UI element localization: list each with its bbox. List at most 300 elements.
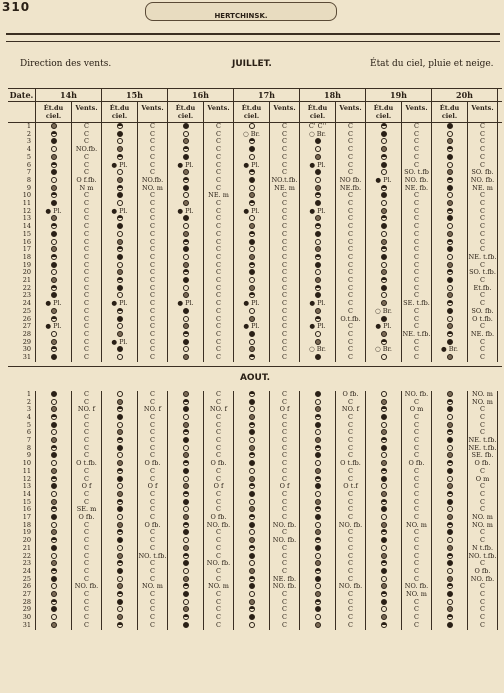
sky-symbol-icon <box>381 339 387 345</box>
sky-symbol-icon <box>183 599 189 605</box>
sky-symbol-icon <box>117 614 123 620</box>
sky-symbol-icon <box>249 123 255 129</box>
sky-cell <box>234 223 269 231</box>
sky-symbol-icon <box>249 246 255 252</box>
sky-symbol-icon <box>381 414 387 420</box>
sky-symbol-icon <box>51 445 57 451</box>
month-title-august: AOUT. <box>239 372 271 383</box>
sky-cell <box>102 123 137 131</box>
sky-cell <box>36 553 71 561</box>
sky-cell <box>168 399 203 407</box>
sky-symbol-icon <box>447 215 453 221</box>
sky-cell <box>36 429 71 437</box>
sky-symbol-icon <box>117 476 123 482</box>
sky-cell <box>102 269 137 277</box>
sky-cell <box>300 553 335 561</box>
sky-cell <box>432 583 467 591</box>
sky-cell <box>168 460 203 468</box>
sky-symbol-icon <box>183 591 189 597</box>
sky-cell <box>36 560 71 568</box>
sky-cell <box>366 138 401 146</box>
sky-cell <box>234 239 269 247</box>
sky-symbol-icon <box>315 154 321 160</box>
sky-symbol-icon <box>51 622 57 628</box>
sky-cell <box>102 246 137 254</box>
sky-symbol-icon <box>249 606 255 612</box>
sky-cell <box>36 599 71 607</box>
date-header: Date. <box>8 89 36 101</box>
sky-symbol-icon <box>315 560 321 566</box>
sky-symbol-icon <box>447 208 453 214</box>
sky-symbol-icon <box>117 331 123 337</box>
sky-cell <box>366 499 401 507</box>
sky-cell: ● Pl. <box>375 175 392 184</box>
sky-symbol-icon <box>315 506 321 512</box>
sky-symbol-icon <box>51 522 57 528</box>
sky-cell <box>366 576 401 584</box>
sky-cell <box>366 476 401 484</box>
sky-cell <box>36 346 71 354</box>
sky-cell <box>432 514 467 522</box>
sky-cell <box>168 277 203 285</box>
sky-symbol-icon <box>249 391 255 397</box>
sky-col-header: Ét.du ciel. <box>366 102 402 122</box>
sky-symbol-icon <box>381 622 387 628</box>
sky-symbol-icon <box>447 491 453 497</box>
sky-cell <box>36 406 71 414</box>
sky-cell <box>36 445 71 453</box>
sky-symbol-icon <box>183 452 189 458</box>
sky-cell <box>432 215 467 223</box>
sky-symbol-icon <box>315 606 321 612</box>
sky-symbol-icon <box>447 239 453 245</box>
sky-symbol-icon <box>51 553 57 559</box>
sky-symbol-icon <box>447 583 453 589</box>
sky-cell <box>300 146 335 154</box>
sky-cell <box>366 292 401 300</box>
sky-symbol-icon <box>315 414 321 420</box>
sky-cell <box>432 599 467 607</box>
sky-symbol-icon <box>117 622 123 628</box>
sky-cell <box>102 622 137 630</box>
sky-symbol-icon <box>315 583 321 589</box>
sky-symbol-icon <box>51 606 57 612</box>
sky-symbol-icon <box>117 215 123 221</box>
sky-symbol-icon <box>51 354 57 360</box>
sky-cell <box>300 231 335 239</box>
sky-symbol-icon <box>51 223 57 229</box>
sky-symbol-icon <box>51 576 57 582</box>
sky-symbol-icon <box>117 568 123 574</box>
sky-symbol-icon <box>381 292 387 298</box>
sky-symbol-icon <box>447 316 453 322</box>
sky-symbol-icon <box>381 269 387 275</box>
sky-cell <box>36 606 71 614</box>
sky-symbol-icon <box>315 537 321 543</box>
sky-symbol-icon <box>447 483 453 489</box>
sky-cell <box>234 269 269 277</box>
sky-col-header: Ét.du ciel. <box>36 102 72 122</box>
wind-column: C C C C C C C NO fb. NE.fb. C C C C C C C C C C C C C C C C O.t.fb. C C C C C <box>336 123 366 362</box>
sky-cell <box>102 391 137 399</box>
sky-symbol-icon <box>315 499 321 505</box>
sky-symbol-icon <box>117 483 123 489</box>
sky-cell <box>366 406 401 414</box>
sky-cell <box>366 583 401 591</box>
sky-cell <box>366 537 401 545</box>
sky-symbol-icon <box>183 154 189 160</box>
sky-cell <box>234 414 269 422</box>
sky-cell <box>300 391 335 399</box>
sky-cell: ● Pl. <box>243 322 260 331</box>
sky-column <box>234 123 270 362</box>
sky-symbol-icon <box>117 285 123 291</box>
sky-symbol-icon <box>51 414 57 420</box>
sky-symbol-icon <box>117 514 123 520</box>
sky-symbol-icon <box>249 308 255 314</box>
sky-symbol-icon <box>117 154 123 160</box>
sky-symbol-icon <box>447 231 453 237</box>
sky-symbol-icon <box>447 200 453 206</box>
sky-symbol-icon <box>315 146 321 152</box>
sky-symbol-icon <box>249 429 255 435</box>
sky-symbol-icon <box>249 262 255 268</box>
sky-cell <box>36 177 71 185</box>
sky-symbol-icon <box>381 476 387 482</box>
sky-cell <box>432 223 467 231</box>
sky-symbol-icon <box>315 422 321 428</box>
sky-symbol-icon <box>381 568 387 574</box>
sky-cell: ○ Br. <box>309 345 326 354</box>
sky-cell <box>300 445 335 453</box>
sky-col-header: Ét.du ciel. <box>234 102 270 122</box>
sky-symbol-icon <box>117 146 123 152</box>
sky-symbol-icon <box>51 346 57 352</box>
wind-column: C C C C C C C NO.t.fb. NE. m C C C C C C C C C C C C C C C C C C C C C C <box>270 123 300 362</box>
sky-symbol-icon <box>183 169 189 175</box>
sky-column <box>432 391 468 630</box>
sky-cell <box>36 285 71 293</box>
sky-cell <box>432 553 467 561</box>
sky-cell <box>432 277 467 285</box>
sky-symbol-icon <box>249 406 255 412</box>
sky-cell <box>366 514 401 522</box>
sky-symbol-icon <box>447 445 453 451</box>
sky-cell <box>366 422 401 430</box>
sky-symbol-icon <box>249 553 255 559</box>
sky-cell <box>300 223 335 231</box>
sky-symbol-icon <box>183 553 189 559</box>
sky-symbol-icon <box>51 399 57 405</box>
sky-cell <box>234 399 269 407</box>
sky-cell <box>36 162 71 170</box>
sky-symbol-icon <box>183 231 189 237</box>
sky-symbol-icon <box>51 162 57 168</box>
sky-cell <box>234 406 269 414</box>
sky-symbol-icon <box>447 499 453 505</box>
sky-symbol-icon <box>183 437 189 443</box>
sky-symbol-icon <box>249 622 255 628</box>
sky-symbol-icon <box>183 606 189 612</box>
sky-symbol-icon <box>51 262 57 268</box>
sky-cell: ● Pl. <box>111 299 128 308</box>
sky-cell <box>234 583 269 591</box>
sky-symbol-icon <box>117 262 123 268</box>
sky-symbol-icon <box>117 553 123 559</box>
sky-symbol-icon <box>183 254 189 260</box>
sky-cell <box>432 491 467 499</box>
sky-cell <box>300 185 335 193</box>
sky-symbol-icon <box>381 239 387 245</box>
sky-cell <box>432 591 467 599</box>
sky-cell <box>36 169 71 177</box>
sky-symbol-icon <box>183 123 189 129</box>
sky-symbol-icon <box>249 499 255 505</box>
sky-symbol-icon <box>249 215 255 221</box>
sky-cell <box>300 262 335 270</box>
wind-column: C C C NO.fb. C C C O f.fb. N m C C C C C C C C C C C C C C C C C C C C C C <box>72 123 102 362</box>
sky-cell <box>168 239 203 247</box>
sky-cell <box>168 622 203 630</box>
sky-cell <box>234 599 269 607</box>
sky-symbol-icon <box>51 308 57 314</box>
sky-cell <box>102 231 137 239</box>
sky-cell <box>366 331 401 339</box>
sky-symbol-icon <box>183 537 189 543</box>
sky-symbol-icon <box>249 254 255 260</box>
sky-cell <box>366 215 401 223</box>
sky-cell <box>234 422 269 430</box>
sky-cell <box>234 445 269 453</box>
sky-cell <box>234 138 269 146</box>
sky-cell <box>168 545 203 553</box>
sky-symbol-icon <box>447 468 453 474</box>
sky-cell <box>432 576 467 584</box>
sky-symbol-icon <box>117 200 123 206</box>
sky-cell <box>234 331 269 339</box>
sky-symbol-icon <box>117 185 123 191</box>
sky-cell <box>168 583 203 591</box>
sky-cell <box>432 414 467 422</box>
sky-symbol-icon <box>315 169 321 175</box>
sky-column <box>102 123 138 362</box>
sky-cell <box>36 123 71 131</box>
sky-cell <box>300 429 335 437</box>
sky-symbol-icon <box>51 231 57 237</box>
sky-symbol-icon <box>447 529 453 535</box>
sky-symbol-icon <box>51 568 57 574</box>
date-column: 1 2 3 4 5 6 7 8 9 10 11 12 13 14 15 16 17 18 19 20 21 22 23 24 25 26 27 28 29 30 31 <box>8 391 36 630</box>
sky-symbol-icon <box>381 131 387 137</box>
sky-symbol-icon <box>183 422 189 428</box>
sky-cell <box>234 429 269 437</box>
sky-symbol-icon <box>315 339 321 345</box>
sky-cell: ● Pl. <box>111 206 128 215</box>
sky-cell <box>234 537 269 545</box>
sky-cell <box>168 215 203 223</box>
sky-symbol-icon <box>249 452 255 458</box>
sky-cell <box>102 422 137 430</box>
sky-cell <box>366 246 401 254</box>
sky-cell <box>168 568 203 576</box>
sky-symbol-icon <box>447 300 453 306</box>
sky-cell <box>300 522 335 530</box>
sky-cell <box>234 452 269 460</box>
sky-cell <box>102 308 137 316</box>
sky-cell <box>300 239 335 247</box>
sky-cell <box>432 231 467 239</box>
sky-cell <box>300 476 335 484</box>
sky-symbol-icon <box>117 460 123 466</box>
sky-cell: ○ Br. <box>375 306 392 315</box>
sky-symbol-icon <box>381 354 387 360</box>
sky-cell <box>234 591 269 599</box>
sky-symbol-icon <box>381 483 387 489</box>
sky-cell <box>168 560 203 568</box>
sky-symbol-icon <box>183 323 189 329</box>
sky-symbol-icon <box>249 331 255 337</box>
sky-cell <box>234 277 269 285</box>
sky-symbol-icon <box>51 177 57 183</box>
sky-cell <box>102 499 137 507</box>
sky-symbol-icon <box>447 154 453 160</box>
sky-cell <box>36 499 71 507</box>
sky-symbol-icon <box>315 200 321 206</box>
sky-symbol-icon <box>51 599 57 605</box>
sky-cell <box>300 215 335 223</box>
sky-cell <box>102 537 137 545</box>
sky-cell <box>102 354 137 362</box>
sky-symbol-icon <box>447 622 453 628</box>
sky-cell <box>300 483 335 491</box>
sky-cell <box>36 331 71 339</box>
sky-symbol-icon <box>51 246 57 252</box>
sky-symbol-icon <box>183 339 189 345</box>
sky-symbol-icon <box>51 215 57 221</box>
sky-cell <box>432 131 467 139</box>
sky-cell: ● Pl. <box>309 160 326 169</box>
sky-cell <box>168 316 203 324</box>
sky-symbol-icon <box>447 162 453 168</box>
sky-cell <box>432 429 467 437</box>
sky-cell <box>168 192 203 200</box>
sky-symbol-icon <box>117 422 123 428</box>
sky-symbol-icon <box>117 529 123 535</box>
sky-cell <box>234 391 269 399</box>
sky-cell <box>168 169 203 177</box>
sky-symbol-icon <box>117 576 123 582</box>
sky-symbol-icon <box>249 591 255 597</box>
sky-symbol-icon <box>117 169 123 175</box>
sky-symbol-icon <box>447 437 453 443</box>
sky-cell <box>36 192 71 200</box>
sky-symbol-icon <box>315 514 321 520</box>
sky-cell <box>366 277 401 285</box>
sky-cell <box>300 568 335 576</box>
sky-symbol-icon <box>249 185 255 191</box>
sky-cell <box>366 529 401 537</box>
sky-cell <box>36 262 71 270</box>
sky-symbol-icon <box>447 285 453 291</box>
sky-symbol-icon <box>447 262 453 268</box>
sky-column <box>432 123 468 362</box>
hour-15: 15h <box>102 89 168 101</box>
sky-symbol-icon <box>447 568 453 574</box>
sky-symbol-icon <box>117 399 123 405</box>
sky-symbol-icon <box>249 476 255 482</box>
sky-symbol-icon <box>381 514 387 520</box>
sky-cell <box>366 208 401 216</box>
sky-symbol-icon <box>117 354 123 360</box>
sky-symbol-icon <box>183 239 189 245</box>
sky-cell <box>234 177 269 185</box>
sky-cell <box>300 591 335 599</box>
sky-symbol-icon <box>183 262 189 268</box>
sky-symbol-icon <box>447 339 453 345</box>
sky-cell <box>102 223 137 231</box>
sky-cell: ● Pl. <box>111 160 128 169</box>
sky-symbol-icon <box>381 429 387 435</box>
sky-symbol-icon <box>117 452 123 458</box>
sky-cell <box>168 262 203 270</box>
sky-symbol-icon <box>381 169 387 175</box>
wind-column: C C C C C C C NO.fb. NO. m C C C C C C C C C C C C C C C C C C C C C C <box>138 123 168 362</box>
sky-symbol-icon <box>315 553 321 559</box>
sky-symbol-icon <box>249 537 255 543</box>
sky-cell <box>102 192 137 200</box>
sky-cell <box>234 339 269 347</box>
sky-cell <box>366 354 401 362</box>
sky-symbol-icon <box>183 277 189 283</box>
sky-cell <box>300 437 335 445</box>
sky-cell <box>168 269 203 277</box>
sky-symbol-icon <box>315 185 321 191</box>
sky-cell <box>168 429 203 437</box>
sky-cell <box>168 422 203 430</box>
sky-cell <box>168 131 203 139</box>
sky-cell <box>234 568 269 576</box>
sky-symbol-icon <box>315 399 321 405</box>
sky-symbol-icon <box>249 414 255 420</box>
sky-cell <box>300 269 335 277</box>
wind-column: NO. fb. C O m C C C C C C O fb. C C C C C C C NO. m C C C C C C C NO. fb. NO. m C C C C <box>402 391 432 630</box>
sky-cell <box>300 246 335 254</box>
sky-symbol-icon <box>183 468 189 474</box>
sky-symbol-icon <box>249 399 255 405</box>
sky-symbol-icon <box>249 285 255 291</box>
sky-cell <box>432 192 467 200</box>
sky-symbol-icon <box>51 529 57 535</box>
sky-cell <box>102 316 137 324</box>
sky-cell <box>300 452 335 460</box>
sky-symbol-icon <box>381 223 387 229</box>
sky-symbol-icon <box>51 131 57 137</box>
sky-symbol-icon <box>315 277 321 283</box>
sky-symbol-icon <box>51 429 57 435</box>
sky-cell <box>366 123 401 131</box>
sky-cell <box>102 239 137 247</box>
sky-cell <box>300 331 335 339</box>
sky-symbol-icon <box>381 445 387 451</box>
sky-cell <box>36 185 71 193</box>
wind-column: C C NO. f C C C C C C O fb. C C O f C C C C O fb. C C C NO. t.fb. C C C NO. m C C C C C <box>138 390 167 629</box>
sky-symbol-icon <box>249 223 255 229</box>
sky-cell <box>36 568 71 576</box>
sky-symbol-icon <box>381 200 387 206</box>
sky-symbol-icon <box>315 308 321 314</box>
sky-symbol-icon <box>51 468 57 474</box>
sky-symbol-icon <box>51 331 57 337</box>
